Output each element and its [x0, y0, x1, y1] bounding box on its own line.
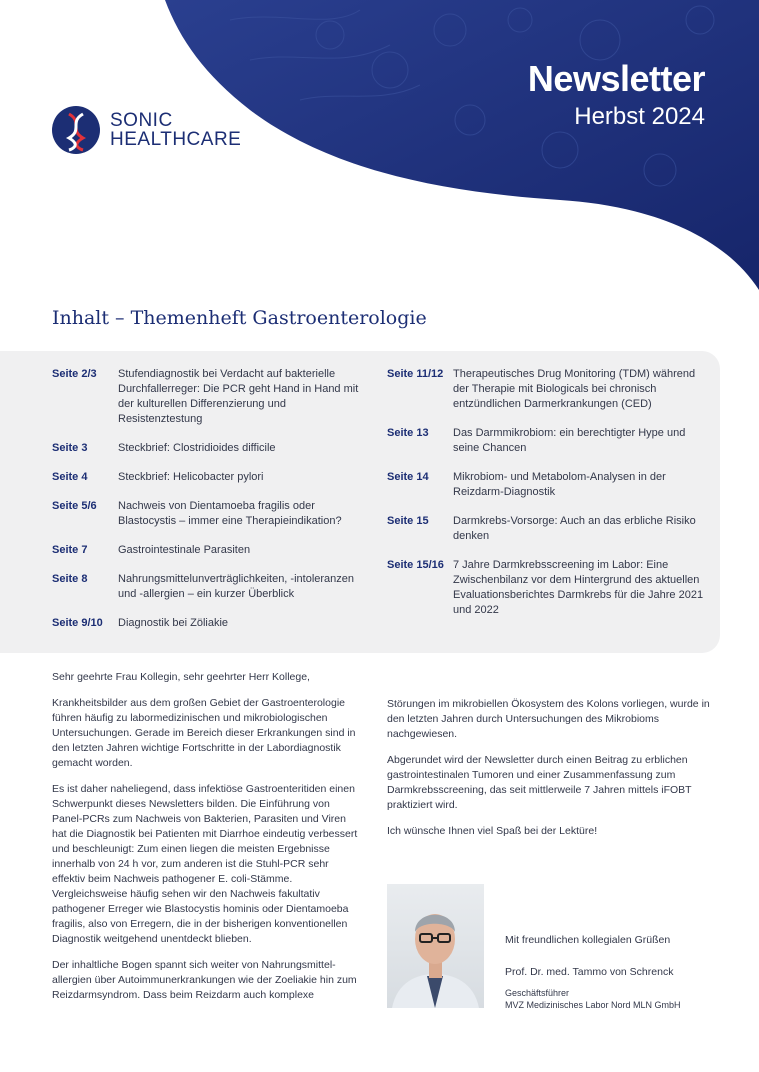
toc-page: Seite 15/16: [387, 559, 444, 571]
letter-paragraph: Es ist daher naheliegend, dass infektiöse Gastroenteritiden einen Schwerpunkt dieses Newsletters bilden. Die Einführung von Panel-PCRs zum Nachweis von Bakterien, Parasiten und Viren hat die Diagnostik bei Patienten mit Diarrhoe eindeutig verbessert und beschleunigt: Zum einen liegen die meisten Ergebnisse innerhalb von 24 h vor, zum anderen ist die Stuhl-PCR sehr effektiv beim Nachweis pathogener E. coli-Stämme. Vergleichsweise häufig sehen wir den Nachweis fakultativ pathogener Erreger wie Blastocystis hominis oder Dientamoeba fragilis, also von Erregern, die in der bisherigen konventionellen Diagnostik weitgehend unentdeckt blieben.: [52, 783, 358, 945]
toc-entry[interactable]: [52, 616, 362, 631]
logo-helix-icon: [52, 106, 100, 154]
toc-entry[interactable]: [52, 441, 362, 456]
toc-page: Seite 14: [387, 471, 429, 483]
toc-left-column: [52, 367, 362, 645]
signer-name: Prof. Dr. med. Tammo von Schrenck: [505, 966, 674, 978]
toc-entry[interactable]: [387, 470, 707, 500]
author-portrait: [387, 884, 484, 1008]
letter-right-column: [387, 697, 717, 850]
toc-text: Gastrointestinale Parasiten: [118, 544, 251, 556]
logo-wordmark: [110, 111, 241, 149]
toc-text: Nahrungsmittelunverträglichkeiten, -intoleranzen und -allergien – ein kurzer Überblick: [118, 573, 355, 600]
logo-line-healthcare: HEALTHCARE: [110, 129, 242, 150]
toc-page: Seite 15: [387, 515, 429, 527]
toc-entry[interactable]: [387, 367, 707, 412]
toc-text: Steckbrief: Clostridioides difficile: [118, 442, 276, 454]
letter-paragraph: Ich wünsche Ihnen viel Spaß bei der Lektüre!: [387, 825, 598, 837]
letter-paragraph: Krankheitsbilder aus dem großen Gebiet der Gastroenterologie führen häufig zu labormedizinischen und mikrobiologischen Untersuchungen. Gerade im Bereich dieser Erkrankungen sind in den letzten Jahren wichtige Fortschritte in der Labordiagnostik gemacht worden.: [52, 697, 356, 769]
toc-page: Seite 11/12: [387, 368, 444, 380]
toc-entry[interactable]: [387, 514, 707, 544]
toc-page: Seite 5/6: [52, 500, 97, 512]
signer-company: MVZ Medizinisches Labor Nord MLN GmbH: [505, 1000, 681, 1010]
toc-right-column: [387, 367, 707, 632]
toc-entry[interactable]: [52, 499, 362, 529]
toc-page: Seite 4: [52, 471, 88, 483]
signer-role: Geschäftsführer: [505, 988, 570, 998]
toc-text: Stufendiagnostik bei Verdacht auf bakterielle Durchfallerreger: Die PCR geht Hand in Hand mit der kulturellen Differenzierung und Resistenztestung: [118, 368, 359, 425]
toc-page: Seite 3: [52, 442, 88, 454]
toc-entry[interactable]: [52, 367, 362, 427]
letter-paragraph: Der inhaltliche Bogen spannt sich weiter von Nahrungsmittel-allergien über Autoimmunerkrankungen wie der Zoeliakie hin zum Reizdarmsyndrom. Dass beim Reizdarm auch komplexe: [52, 959, 357, 1001]
sonic-healthcare-logo: [52, 106, 241, 154]
toc-text: 7 Jahre Darmkrebsscreening im Labor: Eine Zwischenbilanz vor dem Hintergrund des aktuellen Evaluationsberichtes Darmkrebs für die Jahre 2021 und 2022: [453, 559, 704, 616]
toc-page: Seite 9/10: [52, 617, 103, 629]
toc-text: Nachweis von Dientamoeba fragilis oder Blastocystis – immer eine Therapieindikation?: [118, 500, 342, 527]
letter-paragraph: Störungen im mikrobiellen Ökosystem des Kolons vorliegen, wurde in den letzten Jahren durch Untersuchungen des Mikrobioms nachgewiesen.: [387, 698, 710, 740]
letter-paragraph: Abgerundet wird der Newsletter durch einen Beitrag zu erblichen gastrointestinalen Tumoren und einer Zusammenfassung zum Darmkrebsscreening, das seit mittlerweile 7 Jahren mittels iFOBT praktiziert wird.: [387, 754, 692, 811]
letter-closing: Mit freundlichen kollegialen Grüßen: [505, 934, 671, 946]
toc-page: Seite 2/3: [52, 368, 97, 380]
toc-text: Mikrobiom- und Metabolom-Analysen in der Reizdarm-Diagnostik: [453, 471, 666, 498]
toc-text: Diagnostik bei Zöliakie: [118, 617, 229, 629]
toc-text: Darmkrebs-Vorsorge: Auch an das erbliche Risiko denken: [453, 515, 696, 542]
toc-entry[interactable]: [52, 572, 362, 602]
toc-text: Das Darmmikrobiom: ein berechtigter Hype und seine Chancen: [453, 427, 686, 454]
toc-page: Seite 7: [52, 544, 88, 556]
toc-text: Steckbrief: Helicobacter pylori: [118, 471, 264, 483]
toc-page: Seite 13: [387, 427, 429, 439]
toc-page: Seite 8: [52, 573, 88, 585]
logo-line-sonic: SONIC: [110, 110, 173, 131]
newsletter-season: Herbst 2024: [574, 103, 705, 130]
toc-entry[interactable]: [52, 543, 362, 558]
letter-greeting: Sehr geehrte Frau Kollegin, sehr geehrter Herr Kollege,: [52, 671, 310, 683]
toc-entry[interactable]: [387, 558, 707, 618]
portrait-illustration: [387, 884, 484, 1008]
letter-left-column: [52, 670, 362, 1014]
toc-entry[interactable]: [52, 470, 362, 485]
toc-entry[interactable]: [387, 426, 707, 456]
toc-text: Therapeutisches Drug Monitoring (TDM) während der Therapie mit Biologicals bei chronisch entzündlichen Darmerkrankungen (CED): [453, 368, 696, 410]
toc-title: Inhalt – Themenheft Gastroenterologie: [52, 307, 427, 329]
newsletter-title: Newsletter: [527, 58, 705, 99]
